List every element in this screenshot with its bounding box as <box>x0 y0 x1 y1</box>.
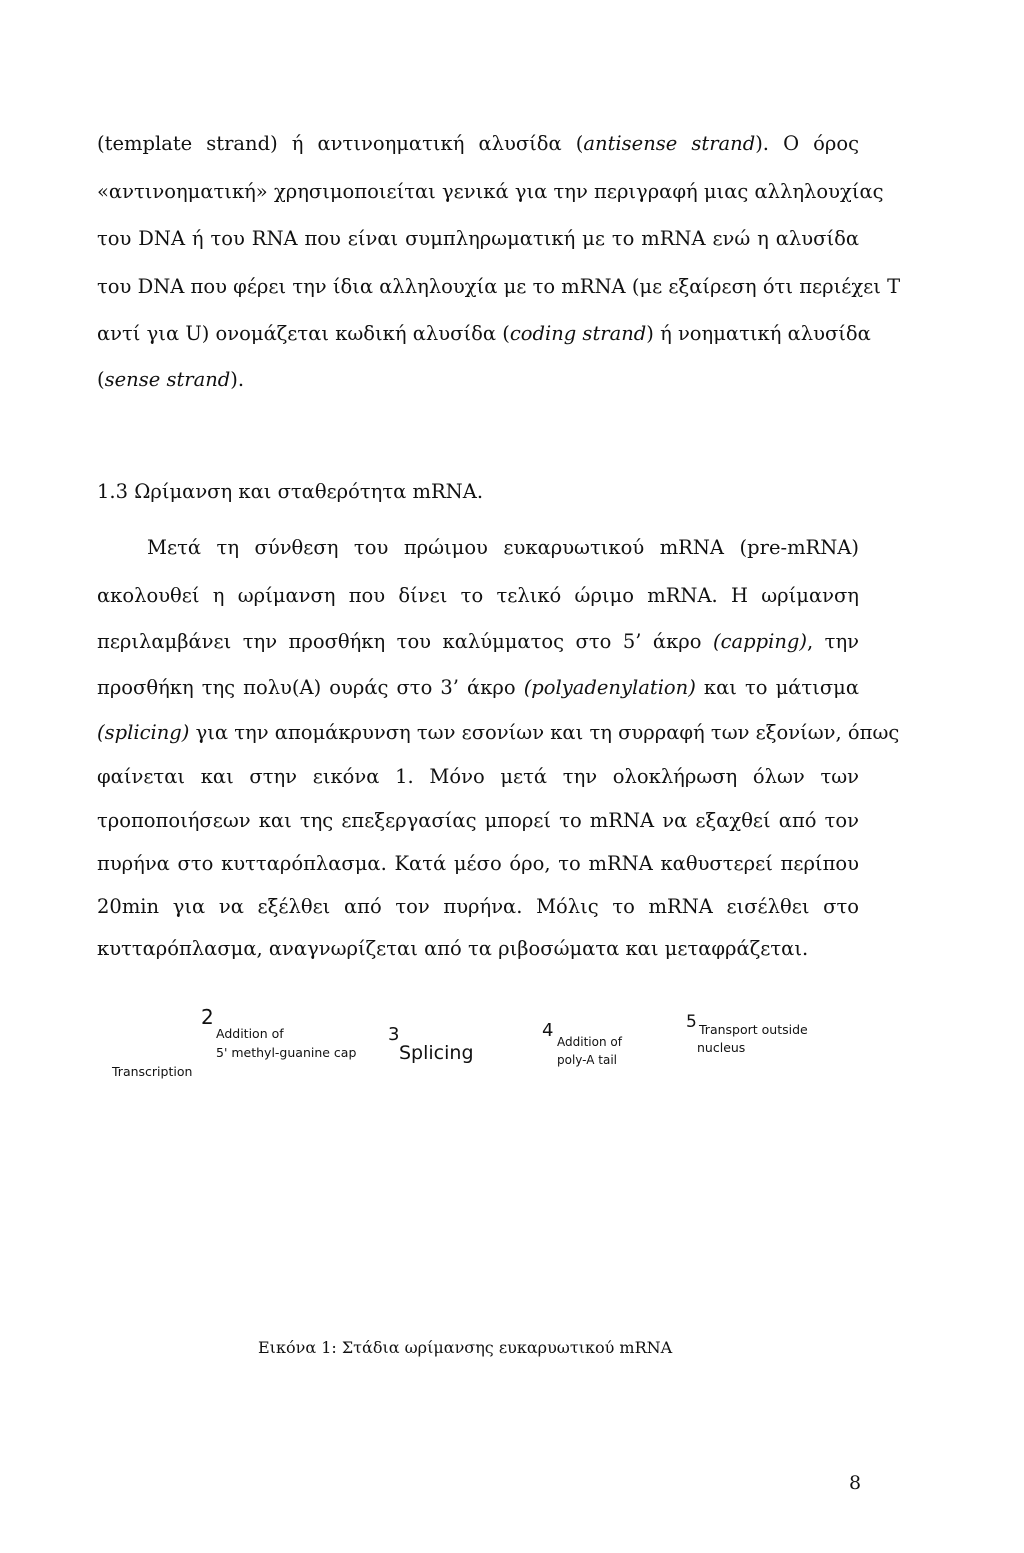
text-run: «αντινοηματική» χρησιμοποιείται γενικά για την περιγραφή μιας αλληλουχίας <box>97 180 884 203</box>
text-run: , την <box>806 630 859 653</box>
italic-term: coding strand <box>509 322 647 345</box>
text-run: περιλαμβάνει την προσθήκη του καλύμματος στο 5’ άκρο <box>97 630 713 653</box>
text-run: ακολουθεί η ωρίμανση που δίνει το τελικό ώριμο mRNA. Η ωρίμανση <box>97 584 859 607</box>
italic-term: (capping) <box>712 630 807 653</box>
figure-label-step3: Splicing <box>399 1042 474 1064</box>
text-run: φαίνεται και στην εικόνα 1. Μόνο μετά την ολοκλήρωση όλων των <box>97 765 859 788</box>
text-line <box>97 227 859 251</box>
italic-term: antisense strand <box>583 132 756 155</box>
section-heading: 1.3 Ωρίμανση και σταθερότητα mRNA. <box>97 480 484 503</box>
text-line <box>97 180 884 204</box>
figure-label-step2-line1: Addition of <box>216 1026 284 1041</box>
figure-label-transcription: Transcription <box>112 1064 193 1079</box>
text-run: και το μάτισμα <box>695 676 859 699</box>
italic-term: sense strand <box>104 368 231 391</box>
text-line <box>97 937 859 961</box>
italic-term: (splicing) <box>97 721 190 744</box>
text-run: ). Ο όρος <box>755 132 859 155</box>
text-run: ) ή νοηματική αλυσίδα <box>646 322 871 345</box>
figure-step-number: 2 <box>201 1005 214 1029</box>
text-line <box>97 132 859 156</box>
text-line <box>147 536 859 560</box>
text-line <box>97 322 871 346</box>
text-line <box>97 765 859 789</box>
text-run: ). <box>230 368 245 391</box>
text-line <box>97 895 859 919</box>
text-run: πυρήνα στο κυτταρόπλασμα. Κατά μέσο όρο, το mRNA καθυστερεί περίπου <box>97 852 859 875</box>
text-run: του DNA ή του RNA που είναι συμπληρωματική με το mRNA ενώ η αλυσίδα <box>97 227 859 250</box>
text-run: (template strand) ή αντινοηματική αλυσίδα ( <box>97 132 584 155</box>
figure-step-number: 3 <box>388 1024 400 1045</box>
figure-label-step4-line1: Addition of <box>557 1035 622 1049</box>
text-line <box>97 721 900 745</box>
figure-label-step5-line2: nucleus <box>697 1040 746 1055</box>
text-run: ( <box>97 368 105 391</box>
figure-label-step2-line2: 5' methyl-guanine cap <box>216 1045 357 1060</box>
figure-label-step4-line2: poly-A tail <box>557 1053 617 1067</box>
italic-term: (polyadenylation) <box>523 676 696 699</box>
figure-caption-text: Στάδια ωρίμανσης ευκαρυωτικού mRNA <box>336 1338 673 1357</box>
text-run: για την απομάκρυνση των εσονίων και τη συρραφή των εξονίων, όπως <box>189 721 900 744</box>
text-line <box>97 809 859 833</box>
text-line <box>97 584 859 608</box>
text-run: τροποποιήσεων και της επεξεργασίας μπορεί το mRNA να εξαχθεί από τον <box>97 809 859 832</box>
text-line <box>97 630 859 654</box>
text-run: 20min για να εξέλθει από τον πυρήνα. Μόλις το mRNA εισέλθει στο <box>97 895 859 918</box>
figure-caption <box>258 1338 672 1357</box>
text-run: προσθήκη της πολυ(Α) ουράς στο 3’ άκρο <box>97 676 524 699</box>
page-number: 8 <box>849 1472 862 1494</box>
figure-step-number: 5 <box>686 1012 697 1032</box>
figure-caption-label: Εικόνα 1: <box>258 1338 337 1357</box>
text-line <box>97 368 859 392</box>
figure-step-number: 4 <box>542 1020 554 1041</box>
text-line <box>97 676 859 700</box>
text-run: Μετά τη σύνθεση του πρώιμου ευκαρυωτικού mRNA (pre-mRNA) <box>147 536 859 559</box>
text-run: κυτταρόπλασμα, αναγνωρίζεται από τα ριβοσώματα και μεταφράζεται. <box>97 937 809 960</box>
figure-label-step5-line1: Transport outside <box>699 1022 808 1037</box>
text-run: του DNA που φέρει την ίδια αλληλουχία με το mRNA (με εξαίρεση ότι περιέχει Τ <box>97 275 901 298</box>
text-line <box>97 852 859 876</box>
text-run: αντί για U) ονομάζεται κωδική αλυσίδα ( <box>97 322 510 345</box>
text-line <box>97 275 901 299</box>
